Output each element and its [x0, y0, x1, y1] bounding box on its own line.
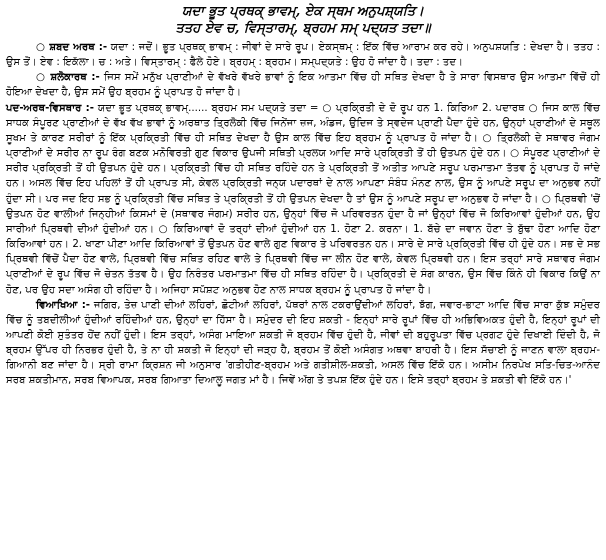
verse-line-1: ਯਦਾ ਭੂਤ ਪ੍ਰਥਕ੍ ਭਾਵਮ੍, ਏਕ ਸ੍ਥਮ ਅਨੁਪਸ਼੍ਯਤਿ। [182, 4, 424, 19]
section-shloka-meaning [6, 70, 600, 100]
section-heading: ਪਦ-ਅਰਥ-ਵਿਸਥਾਰ :- [6, 102, 94, 114]
section-word-explanation [6, 101, 600, 298]
section-heading: ਵਿਆਖਿਆ :- [36, 299, 91, 311]
section-text: ਯਦਾ ਭੂਤ ਪ੍ਰਥਕ੍ ਭਾਵਮ੍...... ਬ੍ਰਹਮ ਸਮ ਪਦ੍ਯਤੇ ਤਦਾ = ○ ਪ੍ਰਕ੍ਰਿਤੀ ਦੇ ਦੋ ਰੂਪ ਹਨ 1. ਕਿਰਿਆ 2. ਪਦਾਰਥ ○ ਜਿਸ ਕਾਲ ਵਿੱਚ ਸਾਧਕ ਸੰਪੂਰਣ ਪ੍ਰਾਣੀਆਂ ਦੇ ਵੱਖ ਵੱਖ ਭਾਵਾਂ ਨੂੰ ਅਰਥਾਤ ਤ੍ਰਿਲੋਕੀ ਵਿੱਚ ਜਿਨੇਂਜਾ ਜ਼ਜ, ਅੰਡਜ, ਉਦਿਜ ਤੇ ਸ੍ਵਦੇਜ ਪ੍ਰਾਣੀ ਪੈਦਾ ਹੁੰਦੇ ਹਨ, ਉਨ੍ਹਾਂ ਪ੍ਰਾਣੀਆਂ ਦੇ ਸਥੂਲ ਸੂਖਮ ਤੇ ਕਾਰਣ ਸਰੀਰਾਂ ਨੂੰ ਇੱਕ ਪ੍ਰਕ੍ਰਿਤੀ ਵਿੱਚ ਹੀ ਸਥਿਤ ਦੇਖਦਾ ਹੈ ਉਸ ਕਾਲ ਵਿੱਚ ਇਹ ਬ੍ਰਹਮ ਨੂੰ ਪ੍ਰਾਪਤ ਹੋ ਜਾਂਦਾ ਹੈ। ○ ਤ੍ਰਿਲੋਕੀ ਦੇ ਸਥਾਵਰ ਜੰਗਮ ਪ੍ਰਾਣੀਆਂ ਦੇ ਸਰੀਰ ਨਾ ਰੂਪ ਰੰਗ ਬਣਕ ਮਨੋਵਿਰਤੀ ਗੁਣ ਵਿਕਾਰ ਉਪਜੀ ਸਥਿਤੀ ਪ੍ਰਲਯ ਆਦਿ ਸਾਰੇ ਪ੍ਰਕ੍ਰਿਤੀ ਤੋਂ ਹੀ ਉਤਪਨ ਹੁੰਦੇ ਹਨ। ○ ਸੰਪੂਰਣ ਪ੍ਰਾਣੀਆਂ ਦੇ ਸਰੀਰ ਪ੍ਰਕ੍ਰਿਤੀ ਤੋਂ ਹੀ ਉਤਪਨ ਹੁੰਦੇ ਹਨ। ਪ੍ਰਕ੍ਰਿਤੀ ਵਿੱਚ ਹੀ ਸਥਿਤ ਰਹਿੰਦੇ ਹਨ ਤੇ ਪ੍ਰਕ੍ਰਿਤੀ ਤੋਂ ਅਤੀਤ ਆਪਣੇ ਸਰੂਪ ਪਰਮਾਤਮਾ ਤੱਤਵ ਨੂੰ ਪ੍ਰਾਪਤ ਹੋ ਜਾਂਦੇ ਹਨ। ਅਸਲ ਵਿੱਚ ਇਹ ਪਹਿਲਾਂ ਤੋਂ ਹੀ ਪ੍ਰਾਪਤ ਸੀ, ਕੇਵਲ ਪ੍ਰਕ੍ਰਿਤੀ ਜਨ੍ਯ ਪਦਾਰਥਾਂ ਦੇ ਨਾਲ ਆਪਣਾ ਸੰਬੰਧ ਮੰਨਣ ਨਾਲ, ਉਸ ਨੂੰ ਆਪਣੇ ਸਰੂਪ ਦਾ ਅਨੁਭਵ ਨਹੀਂ ਹੁੰਦਾ ਸੀ। ਪਰ ਜਦ ਇਹ ਸਭ ਨੂੰ ਪ੍ਰਕ੍ਰਿਤੀ ਵਿੱਚ ਸਥਿਤ ਤੇ ਪ੍ਰਕ੍ਰਿਤੀ ਤੋਂ ਹੀ ਉਤਪਨ ਦੇਖਦਾ ਹੈ ਤਾਂ ਉਸ ਨੂੰ ਆਪਣੇ ਸਰੂਪ ਦਾ ਅਨੁਭਵ ਹੋ ਜਾਂਦਾ ਹੈ। ○ ਪ੍ਰਿਥਵੀ 'ਚੋਂ ਉਤਪਨ ਹੋਣ ਵਾਲੀਆਂ ਜਿਨ੍ਹੀਆਂ ਕਿਸਮਾਂ ਦੇ (ਸਥਾਵਰ ਜੰਗਮ) ਸਰੀਰ ਹਨ, ਉਨ੍ਹਾਂ ਵਿੱਚ ਜੋ ਪਰਿਵਰਤਨ ਹੁੰਦਾ ਹੈ ਜਾਂ ਉਨ੍ਹਾਂ ਵਿੱਚ ਜੋ ਕਿਰਿਆਵਾਂ ਹੁੰਦੀਆਂ ਹਨ, ਉਹ ਸਾਰੀਆਂ ਪ੍ਰਿਥਵੀ ਦੀਆਂ ਹੁੰਦੀਆਂ ਹਨ। ○ ਕਿਰਿਆਵਾਂ ਦੋ ਤਰ੍ਹਾਂ ਦੀਆਂ ਹੁੰਦੀਆਂ ਹਨ 1. ਹੋਣਾ 2. ਕਰਨਾ। 1. ਬੱਚੇ ਦਾ ਜਵਾਨ ਹੋਣਾ ਤੇ ਬੁੱਢਾ ਹੋਣਾ ਆਦਿ ਹੋਣਾ ਕਿਰਿਆਵਾਂ ਹਨ। 2. ਖਾਣਾ ਪੀਣਾ ਆਦਿ ਕਿਰਿਆਵਾਂ ਤੋਂ ਉਤਪਨ ਹੋਣ ਵਾਲੇ ਗੁਣ ਵਿਕਾਰ ਤੇ ਪਰਿਵਰਤਨ ਹਨ। ਸਾਰੇ ਦੇ ਸਾਰੇ ਪ੍ਰਕ੍ਰਿਤੀ ਵਿੱਚ ਹੀ ਹੁੰਦੇ ਹਨ। ਸਭ ਦੇ ਸਭ ਪ੍ਰਿਥਵੀ ਵਿੱਚੋਂ ਪੈਦਾ ਹੋਣ ਵਾਲੇ, ਪ੍ਰਿਥਵੀ ਵਿੱਚ ਸਥਿਤ ਰਹਿਣ ਵਾਲੇ ਤੇ ਪ੍ਰਿਥਵੀ ਵਿੱਚ ਜਾ ਲੀਨ ਹੋਣ ਵਾਲੇ, ਕੇਵਲ ਪ੍ਰਿਥਵੀ ਹਨ। ਇਸ ਤਰ੍ਹਾਂ ਸਾਰੇ ਸਥਾਵਰ ਜੰਗਮ ਪ੍ਰਾਣੀਆਂ ਦੇ ਰੂਪ ਵਿੱਚ ਜੋ ਚੇਤਨ ਤੱਤਵ ਹੈ। ਉਹ ਨਿਰੰਤਰ ਪਰਮਾਤਮਾ ਵਿੱਚ ਹੀ ਸਥਿਤ ਰਹਿੰਦਾ ਹੈ। ਪ੍ਰਕ੍ਰਿਤੀ ਦੇ ਸੰਗ ਕਾਰਨ, ਉਸ ਵਿੱਚ ਕਿੰਨੇ ਹੀ ਵਿਕਾਰ ਕਿਉਂ ਨਾ ਹੋਣ, ਪਰ ਉਹ ਸਦਾ ਅਸੰਗ ਹੀ ਰਹਿੰਦਾ ਹੈ। ਅਜਿਹਾ ਸਪੱਸ਼ਟ ਅਨੁਭਵ ਹੋਣ ਨਾਲ ਸਾਧਕ ਬ੍ਰਹਮ ਨੂੰ ਪ੍ਰਾਪਤ ਹੋ ਜਾਂਦਾ ਹੈ। [6, 102, 600, 296]
section-text: ਯਦਾ : ਜਦੋਂ। ਭੂਤ ਪ੍ਰਥਕ੍ ਭਾਵਮ੍ : ਜੀਵਾਂ ਦੇ ਸਾਰੇ ਰੂਪ। ਏਕਸ੍ਥਮ੍ : ਇੱਕ ਵਿੱਚ ਆਰਾਮ ਕਰ ਰਹੇ। ਅਨੁਪਸ਼ਯਤਿ : ਦੇਖਦਾ ਹੈ। ਤਤਹ : ਉਸ ਤੋਂ। ਏਵ : ਇਕੱਲਾ। ਚ : ਅਤੇ। ਵਿਸ੍ਤਾਰਮ੍ : ਫੈਲੇ ਹੋਏ। ਬ੍ਰਹਮ੍ : ਬ੍ਰਹਮ। ਸਮ੍ਪਦ੍ਯਤੇ : ਉਹ ਹੋ ਜਾਂਦਾ ਹੈ। ਤਦਾ : ਤਦ। [6, 42, 600, 69]
section-commentary [6, 298, 600, 389]
section-heading: ○ ਸ਼ਬਦ ਅਰਥ :- [36, 42, 108, 53]
section-text: ਜਗਿਰ, ਤੇਜ਼ ਪਾਣੀ ਦੀਆਂ ਲਹਿਰਾਂ, ਛੋਟੀਆਂ ਲਹਿਰਾਂ, ਪੱਥਰਾਂ ਨਾਲ ਟਕਰਾਉਂਦੀਆਂ ਲਹਿਰਾਂ, ਝੱਗ, ਜਵਾਰ-ਭਾਟਾ ਆਦਿ ਵਿੱਚ ਸਾਰਾ ਕੁੱਝ ਸਮੁੰਦਰ ਵਿੱਚ ਨੂੰ ਤਬਦੀਲੀਆਂ ਹੁੰਦੀਆਂ ਰਹਿੰਦੀਆਂ ਹਨ, ਉਨ੍ਹਾਂ ਦਾ ਹਿੱਸਾ ਹੈ। ਸਮੁੰਦਰ ਦੀ ਇਹ ਸ਼ਕਤੀ - ਇਨ੍ਹਾਂ ਸਾਰੇ ਰੂਪਾਂ ਵਿੱਚ ਹੀ ਅਭਿਵਿਅਕਤ ਹੁੰਦੀ ਹੈ, ਇਨ੍ਹਾਂ ਰੂਪਾਂ ਦੀ ਆਪਣੀ ਕੋਈ ਸੁਤੰਤਰ ਹੋਂਦ ਨਹੀਂ ਹੁੰਦੀ। ਇਸ ਤਰ੍ਹਾਂ, ਅਸੰਗ ਮਾਇਆ ਸ਼ਕਤੀ ਜੋ ਬ੍ਰਹਮ ਵਿੱਚ ਹੁੰਦੀ ਹੈ, ਜੀਵਾਂ ਦੀ ਬਹੁਰੂਪਤਾ ਵਿੱਚ ਪ੍ਰਗਟ ਹੁੰਦੇ ਦਿਖਾਈ ਦਿੰਦੀ ਹੈ, ਜੋ ਬ੍ਰਹਮ ਉੱਪਰ ਹੀ ਨਿਰਭਰ ਹੁੰਦੀ ਹੈ, ਤੇ ਨਾ ਹੀ ਸ਼ਕਤੀ ਜੋ ਇਨ੍ਹਾਂ ਦੀ ਜੜ੍ਹ ਹੈ, ਬ੍ਰਹਮ ਤੋਂ ਕੋਈ ਅਸੰਗਤ ਅਥਵਾ ਬਾਹਰੀ ਹੈ। ਇਸ ਸੱਚਾਈ ਨੂੰ ਜਾਣਨ ਵਾਲਾ ਬ੍ਰਹਮ-ਗਿਆਨੀ ਬਣ ਜਾਂਦਾ ਹੈ। ਸ੍ਰੀ ਰਾਮਾ ਕ੍ਰਿਸ਼ਨ ਜੀ ਅਨੁਸਾਰ 'ਗਤੀਹੀਣ-ਬ੍ਰਹਮ ਅਤੇ ਗਤੀਸ਼ੀਲ-ਸ਼ਕਤੀ, ਅਸਲ ਵਿੱਚ ਇੱਕੋ ਹਨ। ਅਸੀਮ ਨਿਰਪੇਖ ਸਤਿ-ਚਿਤ-ਆਨੰਦ ਸਰਬ ਸ਼ਕਤੀਮਾਨ, ਸਰਬ ਵਿਆਪਕ, ਸਰਬ ਗਿਆਤਾ ਦਿਆਲੂ ਜਗਤ ਮਾਂ ਹੈ। ਜਿਵੇਂ ਅੱਗ ਤੇ ਤਪਸ਼ ਇੱਕ ਹੁੰਦੇ ਹਨ। ਇਸੇ ਤਰ੍ਹਾਂ ਬ੍ਰਹਮ ਤੇ ਸ਼ਕਤੀ ਵੀ ਇੱਕੋ ਹਨ।' [6, 299, 600, 387]
verse-line-2: ਤਤਹ ਏਵ ਚ, ਵਿਸ੍ਤਾਰਮ੍, ਬ੍ਰਹਮ ਸਮ੍ ਪਦ੍ਯਤ ਤਦਾ॥ [175, 21, 431, 36]
section-word-meaning [6, 40, 600, 70]
section-heading: ○ ਸ਼ਲੋਕਾਰਥ :- [36, 72, 100, 84]
section-text: ਜਿਸ ਸਮੇਂ ਮਨੁੱਖ ਪ੍ਰਾਣੀਆਂ ਦੇ ਵੱਖਰੇ ਵੱਖਰੇ ਭਾਵਾਂ ਨੂੰ ਇਕ ਆਤਮਾ ਵਿੱਚ ਹੀ ਸਥਿਤ ਦੇਖਦਾ ਹੈ ਤੇ ਸਾਰਾ ਵਿਸਥਾਰ ਉਸ ਆਤਮਾ ਵਿੱਚੋਂ ਹੀ ਹੋਇਆ ਦੇਖਦਾ ਹੈ, ਉਸ ਸਮੇਂ ਉਹ ਬ੍ਰਹਮ ਨੂੰ ਪ੍ਰਾਪਤ ਹੋ ਜਾਂਦਾ ਹੈ। [6, 72, 600, 99]
